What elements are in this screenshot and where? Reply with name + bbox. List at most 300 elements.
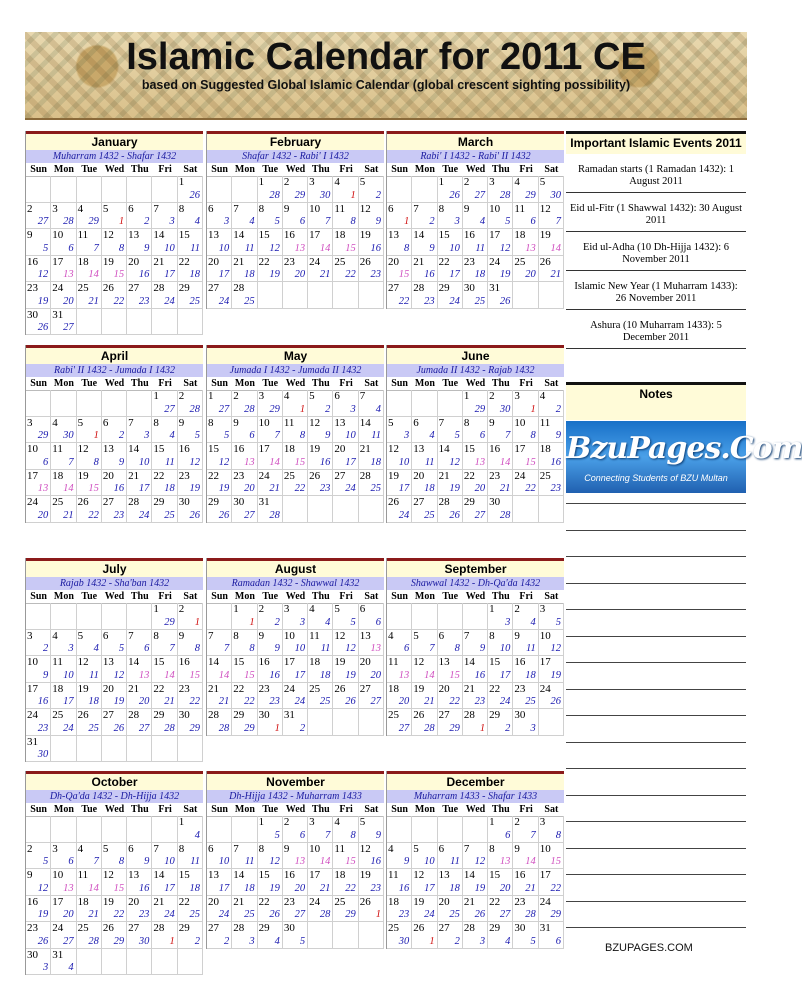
day-cell [513, 843, 538, 870]
hijri-day: 25 [319, 696, 331, 707]
weekday-header [26, 803, 203, 816]
gregorian-day: 25 [388, 922, 399, 934]
gregorian-day: 16 [178, 443, 190, 455]
day-cell [333, 630, 358, 657]
hijri-day: 1 [479, 722, 486, 734]
hijri-day: 23 [424, 295, 435, 307]
hijri-day: 18 [370, 456, 381, 468]
footer-link[interactable]: BZUPAGES.COM [605, 942, 693, 954]
hijri-day: 17 [449, 269, 460, 280]
day-cell [387, 896, 412, 923]
hijri-day: 5 [299, 935, 306, 947]
day-cell [513, 443, 538, 470]
hijri-day: 5 [505, 216, 511, 227]
hijri-day: 22 [88, 509, 99, 521]
gregorian-day: 31 [258, 496, 270, 508]
note-line [566, 556, 746, 557]
gregorian-day: 25 [52, 496, 64, 508]
gregorian-day: 22 [463, 469, 475, 482]
hijri-day: 26 [37, 322, 49, 333]
day-cell [333, 282, 358, 309]
hijri-day: 13 [294, 856, 306, 867]
hijri-day: 6 [479, 430, 486, 441]
day-cell [463, 630, 488, 657]
hijri-day: 5 [43, 856, 49, 867]
day-cell [51, 443, 76, 470]
gregorian-day: 28 [128, 709, 140, 721]
gregorian-day: 23 [233, 469, 245, 482]
hijri-day: 2 [194, 935, 200, 947]
hijri-day: 9 [325, 430, 331, 441]
gregorian-day: 16 [489, 443, 501, 455]
gregorian-day: 15 [153, 443, 165, 455]
hijri-day: 26 [269, 909, 280, 920]
hijri-range: Ramadan 1432 - Shawwal 1432 [207, 577, 384, 590]
weekday-label: Thu [488, 803, 513, 817]
hijri-day: 2 [505, 722, 511, 734]
gregorian-day: 7 [359, 390, 366, 402]
hijri-day: 30 [398, 935, 410, 947]
hijri-day: 8 [530, 430, 536, 441]
day-cell [26, 496, 51, 523]
hijri-day: 1 [375, 909, 381, 920]
day-cell [359, 496, 384, 523]
day-cell [438, 896, 463, 923]
day-cell [513, 203, 538, 230]
day-cell [178, 443, 203, 470]
hijri-day: 27 [294, 909, 306, 920]
hijri-day: 16 [138, 882, 150, 894]
gregorian-day: 13 [388, 229, 399, 241]
weekday-label: Tue [258, 590, 283, 604]
day-cell [412, 229, 437, 256]
day-cell [77, 683, 102, 710]
day-cell [412, 709, 437, 736]
gregorian-day: 7 [128, 416, 134, 429]
day-cell [488, 417, 513, 444]
weekday-header [207, 803, 384, 816]
day-cell [412, 176, 437, 203]
day-cell [539, 922, 564, 949]
hijri-day: 16 [424, 269, 435, 280]
gregorian-day: 13 [102, 656, 114, 668]
hijri-day: 19 [269, 882, 280, 894]
hijri-day: 27 [37, 216, 49, 227]
gregorian-day: 1 [258, 176, 265, 188]
weekday-label: Wed [463, 803, 488, 817]
hijri-day: 17 [218, 269, 230, 280]
gregorian-day: 25 [77, 922, 89, 934]
weeks-grid [207, 390, 384, 523]
day-cell [359, 896, 384, 923]
month-june [386, 345, 564, 523]
day-cell [387, 869, 412, 896]
gregorian-day: 15 [208, 443, 219, 455]
gregorian-day: 22 [233, 682, 245, 695]
day-cell [359, 282, 384, 309]
day-cell [283, 470, 308, 497]
gregorian-day: 24 [283, 682, 295, 695]
gregorian-day: 21 [463, 895, 475, 908]
hijri-day: 16 [138, 269, 150, 280]
day-cell [463, 176, 488, 203]
gregorian-day: 27 [438, 922, 450, 934]
hijri-day: 9 [144, 856, 150, 867]
day-cell [102, 896, 127, 923]
gregorian-day: 12 [388, 443, 399, 455]
hijri-day: 18 [474, 269, 486, 280]
weekday-label: Thu [308, 803, 333, 817]
day-cell [359, 683, 384, 710]
day-cell [51, 417, 76, 444]
hijri-day: 18 [525, 669, 536, 681]
gregorian-day: 21 [233, 255, 245, 268]
day-cell [333, 843, 358, 870]
day-cell [488, 282, 513, 309]
hijri-day: 9 [43, 669, 49, 681]
day-cell [412, 470, 437, 497]
hijri-day: 8 [118, 856, 125, 867]
gregorian-day: 13 [102, 443, 114, 455]
gregorian-day: 26 [309, 469, 321, 482]
hijri-day: 9 [144, 242, 150, 254]
hijri-day: 4 [325, 616, 331, 628]
gregorian-day: 4 [52, 416, 58, 429]
month-title: November [207, 771, 384, 790]
day-cell [51, 709, 76, 736]
hijri-day: 27 [244, 509, 255, 521]
day-cell [539, 390, 564, 417]
day-cell [77, 229, 102, 256]
note-line [566, 901, 746, 902]
day-cell [77, 736, 102, 763]
hijri-day: 20 [244, 483, 255, 494]
hijri-day: 11 [244, 242, 255, 254]
hijri-day: 23 [474, 696, 486, 707]
hijri-day: 22 [449, 696, 460, 707]
gregorian-day: 14 [438, 443, 450, 455]
weeks-grid [26, 603, 203, 762]
gregorian-day: 20 [102, 682, 114, 695]
hijri-day: 1 [274, 722, 280, 734]
day-cell [258, 656, 283, 683]
gregorian-day: 29 [208, 496, 219, 508]
weekday-label: Tue [258, 163, 283, 177]
hijri-day: 3 [43, 962, 49, 973]
gregorian-day: 21 [153, 895, 165, 908]
gregorian-day: 26 [77, 496, 89, 508]
day-cell [308, 256, 333, 283]
hijri-day: 13 [499, 856, 511, 867]
day-cell [232, 390, 257, 417]
hijri-day: 14 [424, 669, 435, 681]
hijri-day: 21 [499, 483, 511, 494]
hijri-day: 28 [189, 403, 200, 415]
gregorian-day: 23 [27, 922, 38, 934]
day-cell [539, 176, 564, 203]
hijri-day: 5 [118, 643, 125, 654]
hijri-day: 12 [269, 856, 280, 867]
gregorian-day: 7 [438, 416, 445, 429]
day-cell [333, 256, 358, 283]
gregorian-day: 22 [438, 255, 450, 268]
day-cell [102, 656, 127, 683]
day-cell [232, 470, 257, 497]
hijri-day: 9 [479, 643, 486, 654]
gregorian-day: 22 [178, 255, 190, 268]
gregorian-day: 13 [359, 629, 371, 642]
gregorian-day: 11 [77, 869, 89, 881]
day-cell [102, 949, 127, 976]
hijri-day: 7 [274, 430, 280, 441]
hijri-day: 22 [294, 483, 306, 494]
day-cell [283, 417, 308, 444]
hijri-day: 19 [37, 295, 49, 307]
gregorian-day: 3 [52, 842, 58, 855]
hijri-day: 29 [294, 189, 306, 201]
gregorian-day: 26 [539, 255, 551, 268]
note-line [566, 768, 746, 769]
day-cell [438, 176, 463, 203]
hijri-day: 15 [113, 882, 125, 894]
hijri-day: 27 [138, 722, 150, 734]
day-cell [127, 630, 152, 657]
day-cell [258, 630, 283, 657]
day-cell [513, 869, 538, 896]
weekday-header [387, 163, 564, 176]
hijri-day: 5 [555, 616, 561, 628]
day-cell [412, 922, 437, 949]
day-cell [178, 176, 203, 203]
hijri-day: 13 [370, 643, 381, 654]
hijri-day: 19 [269, 269, 280, 280]
gregorian-day: 19 [309, 443, 321, 455]
gregorian-day: 7 [463, 842, 470, 855]
day-cell [258, 443, 283, 470]
gregorian-day: 13 [334, 416, 346, 429]
weekday-label: Sat [359, 163, 384, 177]
day-cell [232, 203, 257, 230]
weeks-grid [26, 176, 203, 335]
hijri-day: 27 [218, 403, 230, 415]
day-cell [127, 256, 152, 283]
month-title: January [26, 131, 203, 150]
gregorian-day: 9 [463, 202, 470, 215]
day-cell [539, 443, 564, 470]
weekday-label: Mon [412, 163, 437, 177]
hijri-day: 7 [224, 643, 230, 654]
hijri-day: 13 [398, 669, 410, 681]
hijri-day: 6 [249, 430, 255, 441]
day-cell [513, 922, 538, 949]
day-cell [207, 229, 232, 256]
gregorian-day: 17 [27, 469, 38, 482]
gregorian-day: 31 [27, 735, 38, 748]
gregorian-day: 30 [514, 922, 526, 934]
gregorian-day: 16 [233, 443, 245, 455]
hijri-day: 10 [294, 643, 306, 654]
hijri-day: 1 [530, 403, 536, 415]
gregorian-day: 10 [309, 202, 321, 215]
day-cell [488, 869, 513, 896]
day-cell [152, 709, 177, 736]
gregorian-day: 3 [27, 416, 33, 429]
month-july [25, 558, 203, 762]
day-cell [412, 683, 437, 710]
gregorian-day: 29 [153, 709, 165, 721]
day-cell [308, 390, 333, 417]
day-cell [207, 496, 232, 523]
day-cell [102, 256, 127, 283]
hijri-day: 6 [43, 456, 49, 468]
hijri-day: 10 [424, 856, 435, 867]
day-cell [488, 203, 513, 230]
hijri-day: 23 [138, 295, 150, 307]
day-cell [178, 656, 203, 683]
hijri-day: 20 [398, 696, 410, 707]
hijri-day: 20 [138, 696, 150, 707]
hijri-day: 11 [89, 669, 99, 681]
day-cell [333, 390, 358, 417]
hijri-day: 4 [68, 962, 74, 973]
hijri-day: 29 [88, 216, 99, 227]
day-cell [387, 417, 412, 444]
day-cell [127, 390, 152, 417]
gregorian-day: 27 [128, 282, 140, 294]
weekday-label: Tue [77, 803, 102, 817]
gregorian-day: 18 [388, 895, 399, 908]
gregorian-day: 1 [208, 390, 214, 402]
hijri-day: 1 [404, 216, 410, 227]
day-cell [387, 470, 412, 497]
day-cell [102, 709, 127, 736]
hijri-day: 8 [350, 829, 356, 841]
hijri-day: 4 [169, 430, 175, 441]
day-cell [26, 417, 51, 444]
month-title: July [26, 558, 203, 577]
hijri-day: 4 [429, 430, 435, 441]
day-cell [387, 496, 412, 523]
gregorian-day: 2 [514, 816, 520, 828]
weekday-label: Fri [333, 590, 358, 604]
weekday-label: Thu [308, 377, 333, 391]
hijri-day: 26 [189, 189, 200, 201]
gregorian-day: 29 [178, 922, 190, 934]
hijri-day: 29 [345, 909, 356, 920]
gregorian-day: 28 [413, 282, 425, 294]
gregorian-day: 26 [77, 709, 89, 721]
hijri-day: 29 [550, 909, 561, 920]
hijri-day: 27 [63, 935, 74, 947]
note-line [566, 503, 746, 504]
day-cell [258, 390, 283, 417]
day-cell [127, 496, 152, 523]
day-cell [333, 869, 358, 896]
day-cell [26, 309, 51, 336]
day-cell [77, 922, 102, 949]
gregorian-day: 8 [153, 629, 159, 642]
hijri-day: 3 [249, 935, 255, 947]
hijri-day: 17 [398, 483, 410, 494]
day-cell [127, 470, 152, 497]
month-february [206, 131, 384, 309]
gregorian-day: 25 [514, 255, 526, 268]
day-cell [359, 256, 384, 283]
gregorian-day: 1 [489, 603, 495, 615]
gregorian-day: 4 [309, 603, 315, 615]
day-cell [77, 390, 102, 417]
day-cell [359, 656, 384, 683]
day-cell [51, 896, 76, 923]
weekday-label: Sun [26, 590, 51, 604]
day-cell [51, 176, 76, 203]
hijri-day: 4 [249, 216, 255, 227]
weekday-label: Mon [51, 803, 76, 817]
gregorian-day: 30 [514, 709, 526, 721]
event-item: Islamic New Year (1 Muharram 1433): 26 November 2011 [566, 271, 746, 310]
weekday-header [26, 377, 203, 390]
gregorian-day: 1 [153, 390, 159, 402]
day-cell [513, 709, 538, 736]
weekday-label: Thu [127, 590, 152, 604]
day-cell [258, 176, 283, 203]
weekday-label: Thu [488, 377, 513, 391]
gregorian-day: 5 [309, 390, 315, 402]
weeks-grid [387, 390, 564, 523]
hijri-range: Jumada I 1432 - Jumada II 1432 [207, 364, 384, 377]
month-march [386, 131, 564, 309]
day-cell [152, 229, 177, 256]
hijri-day: 11 [371, 430, 381, 441]
day-cell [207, 630, 232, 657]
hijri-day: 3 [530, 722, 536, 734]
gregorian-day: 18 [283, 443, 295, 455]
hijri-day: 2 [555, 403, 561, 415]
day-cell [412, 390, 437, 417]
day-cell [283, 256, 308, 283]
notes-title: Notes [566, 382, 746, 421]
gregorian-day: 5 [334, 603, 340, 615]
hijri-day: 11 [525, 643, 536, 654]
day-cell [463, 496, 488, 523]
hijri-day: 7 [93, 856, 99, 867]
weekday-label: Sat [178, 163, 203, 177]
hijri-day: 24 [449, 295, 460, 307]
hijri-day: 19 [189, 483, 200, 494]
day-cell [127, 282, 152, 309]
weekday-label: Wed [463, 590, 488, 604]
hijri-day: 3 [479, 935, 486, 947]
hijri-day: 12 [189, 456, 200, 468]
day-cell [513, 282, 538, 309]
gregorian-day: 29 [153, 496, 165, 508]
gregorian-day: 2 [283, 816, 290, 828]
gregorian-day: 5 [102, 842, 109, 855]
day-cell [308, 896, 333, 923]
day-cell [102, 203, 127, 230]
gregorian-day: 1 [178, 816, 185, 828]
hijri-day: 22 [244, 696, 255, 707]
hijri-day: 20 [474, 483, 486, 494]
day-cell [488, 922, 513, 949]
weekday-label: Tue [77, 590, 102, 604]
day-cell [127, 603, 152, 630]
hijri-day: 21 [550, 269, 561, 280]
day-cell [152, 736, 177, 763]
day-cell [77, 949, 102, 976]
day-cell [127, 922, 152, 949]
day-cell [127, 709, 152, 736]
